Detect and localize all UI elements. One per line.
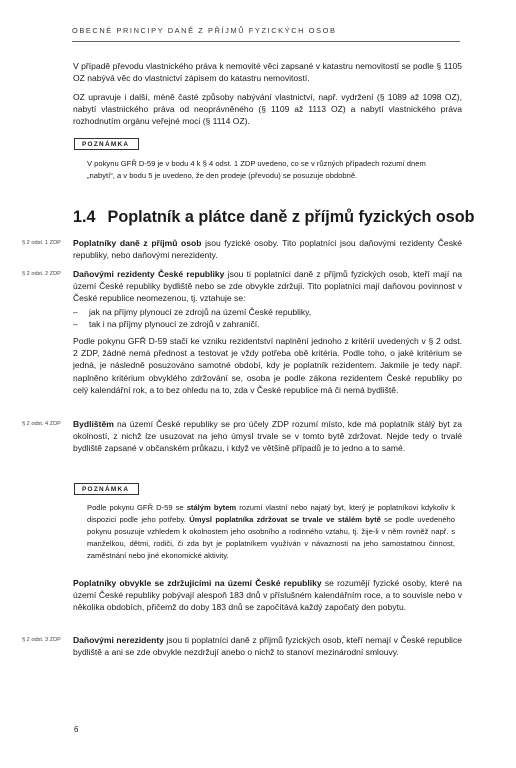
paragraph-kriteria: Podle pokynu GFŘ D-59 stačí ke vzniku rezidentství naplnění jednoho z kritérií uvedených v § 2 odst. 2 ZDP, žádné nemá přednost a testovat je vždy potřeba obě kritéria. Podle toho, o jaké kritérium se jedná, je následně posuzováno samotné období, kdy je poplatník rezidentem. Jakmile je tedy např. naplněno kritérium obvyklého zdržování se, osoba je podle zákona rezidentem České republiky po celý kalendářní rok, a to bez ohledu na to, zda v České republice má či nemá bydliště.: [73, 336, 462, 395]
paragraph-rezidenti: [73, 268, 462, 305]
paragraph-poplatnici: [73, 237, 462, 261]
note-text-part: se podle uvedeného pokynu posuzuje vzhledem k okolnostem jeho osobního a rodinného vztahu, tj. žije-li v něm rovněž např. s manželkou, dětmi, rodiči, či zda byt je poplatníkem využíván v návaznosti na jeho samostatnou činnost, zaměstnání nebo jiné ekonomické aktivity.: [87, 515, 456, 561]
note-label: POZNÁMKA: [74, 483, 139, 495]
paragraph-bydliste: [73, 418, 462, 455]
note-text: [87, 502, 455, 562]
note-text-part: rozumí vlastní nebo najatý byt, který je poplatníkovi kdykoliv k dispozici podle jeho potřeby.: [87, 503, 455, 525]
dash-bullet: –: [73, 307, 78, 317]
paragraph-text: jsou ti poplatníci daně z příjmů fyzických osob, kteří mají na území České republiky bydliště nebo se zde obvykle zdržují. Tito poplatníci mají daňovou povinnost v České republice neomezenou, tj. vztahuje se:: [73, 269, 462, 304]
list-item-text: jak na příjmy plynoucí ze zdrojů na území České republiky,: [89, 307, 312, 317]
term-obvykle: Poplatníky obvykle se zdržujícími na území České republiky: [73, 578, 322, 588]
note-label: POZNÁMKA: [74, 138, 139, 150]
note-text: V pokynu GFŘ D-59 je v bodu 4 k § 4 odst. 1 ZDP uvedeno, co se v různých případech rozumí dnem „nabytí“, a v bodu 5 je uvedeno, že den prodeje (převodu) se posuzuje obdobně.: [87, 159, 426, 181]
section-title: Poplatník a plátce daně z příjmů fyzických osob: [107, 208, 475, 226]
note-term: Úmysl poplatníka zdržovat se trvale ve stálém bytě: [189, 515, 381, 525]
term-nerezidenti: Daňovými nerezidenty: [73, 635, 164, 645]
list-item: [73, 306, 462, 318]
paragraph-katastr: V případě převodu vlastnického práva k nemovité věci zapsané v katastru nemovitostí se podle § 1105 OZ nabývá věc do vlastnictví zápisem do katastru nemovitostí.: [73, 61, 462, 84]
list-income-sources: [73, 306, 462, 330]
paragraph-obvykle: [73, 577, 462, 614]
paragraph-text: se rozumějí fyzické osoby, které na území České republiky pobývají alespoň 183 dnů v příslušném kalendářním roce, a to souvisle nebo v několika obdobích, přičemž do doby 183 dnů se započítává každý započatý den pobytu.: [73, 578, 462, 613]
page-number: 6: [74, 725, 79, 734]
term-poplatnici: Poplatníky daně z příjmů osob: [73, 238, 202, 248]
list-item-text: tak i na příjmy plynoucí ze zdrojů v zahraničí.: [89, 319, 260, 330]
running-header: OBECNÉ PRINCIPY DANĚ Z PŘÍJMŮ FYZICKÝCH OSOB: [72, 26, 337, 35]
margin-ref: § 2 odst. 2 ZDP: [22, 271, 61, 277]
section-heading: [73, 207, 475, 227]
paragraph-nabyvani: OZ upravuje i další, méně časté způsoby nabývání vlastnictví, např. vydržení (§ 1089 až 1098 OZ), nabytí vlastnického práva od neoprávněného (§ 1109 až 1113 OZ) a nabytí vlastnického práva rozhodnutím orgánu veřejné moci (§ 1114 OZ).: [73, 92, 462, 127]
term-rezidenti: Daňovými rezidenty České republiky: [73, 269, 225, 279]
paragraph-text: jsou fyzické osoby. Tito poplatníci jsou daňovými rezidenty České republiky, nebo daňovými nerezidenty.: [73, 238, 462, 261]
margin-ref: § 2 odst. 4 ZDP: [22, 421, 61, 427]
margin-ref: § 2 odst. 3 ZDP: [22, 637, 61, 643]
note-text-part: Podle pokynu GFŘ D-59 se: [87, 503, 187, 512]
margin-ref: § 2 odst. 1 ZDP: [22, 240, 61, 246]
note-term: stálým bytem: [186, 503, 237, 512]
section-number: 1.4: [73, 208, 96, 226]
list-item: [73, 318, 462, 330]
dash-bullet: –: [73, 319, 78, 330]
header-rule: [72, 41, 460, 42]
term-bydliste: Bydlištěm: [73, 419, 114, 429]
paragraph-text: na území České republiky se pro účely ZDP rozumí místo, kde má poplatník stálý byt za okolností, z nichž lze usuzovat na jeho úmysl trvale se v tomto bytě zdržovat. Nejde tedy o trvalé bydliště zapsané v občanském průkazu, i když ve většině případů je to jedno a to samé.: [73, 419, 462, 454]
paragraph-text: jsou ti poplatníci daně z příjmů fyzických osob, kteří nemají v České republice bydliště a ani se zde obvykle nezdržují anebo o nichž to stanoví mezinárodní smlouvy.: [73, 635, 462, 658]
paragraph-nerezidenti: [73, 634, 462, 658]
